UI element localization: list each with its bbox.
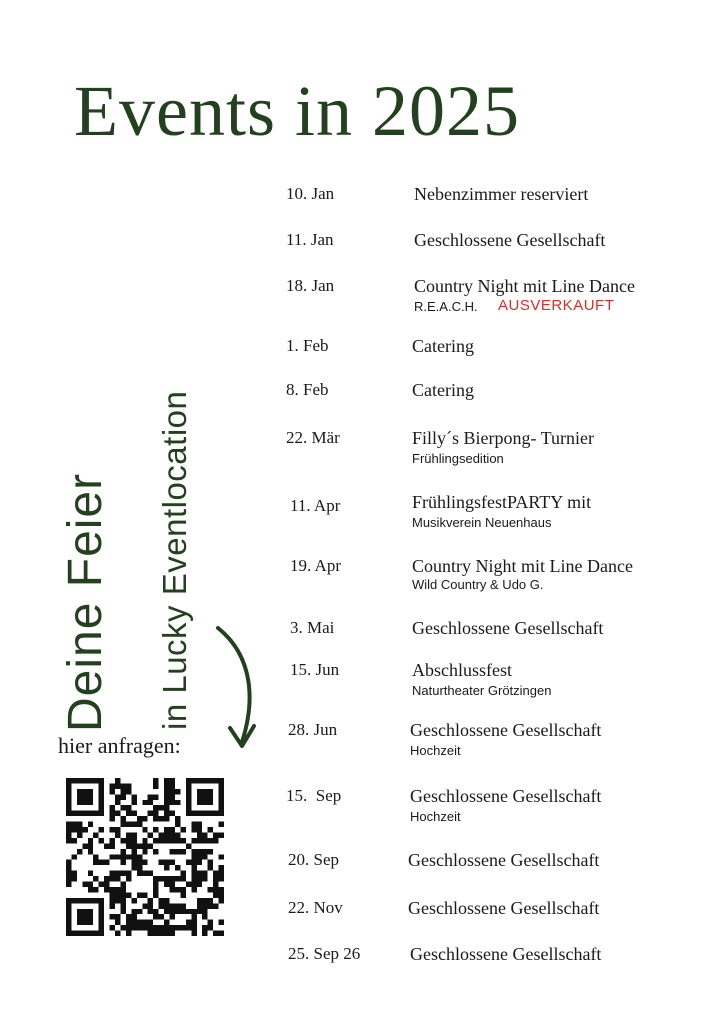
event-row: [286, 428, 706, 478]
event-subtitle: Hochzeit: [410, 809, 461, 824]
event-date: 15. Jun: [290, 660, 340, 679]
event-date: 28. Jun: [288, 720, 338, 739]
event-subtitle: Hochzeit: [410, 743, 461, 758]
event-row: [286, 660, 706, 710]
event-date: 10. Jan: [286, 184, 335, 203]
event-row: [286, 944, 706, 994]
event-name: Geschlossene Gesellschaft: [410, 786, 602, 806]
event-date: 15. Sep: [286, 786, 342, 805]
event-name: Country Night mit Line Dance: [412, 556, 633, 576]
event-row: [286, 276, 706, 326]
event-name: Abschlussfest: [412, 660, 512, 680]
event-name: Geschlossene Gesellschaft: [408, 850, 600, 870]
event-date: 1. Feb: [286, 336, 329, 355]
side-headline: Deine Feier: [59, 472, 112, 732]
curved-arrow-down-icon: [200, 622, 270, 766]
event-row: [286, 786, 706, 836]
event-row: [286, 556, 706, 606]
event-name: Country Night mit Line Dance: [414, 276, 635, 296]
event-name: Catering: [412, 336, 474, 356]
soldout-badge: AUSVERKAUFT: [498, 297, 615, 314]
event-date: 19. Apr: [290, 556, 341, 575]
event-date: 22. Nov: [288, 898, 343, 917]
event-name: Nebenzimmer reserviert: [414, 184, 589, 204]
event-row: [286, 492, 706, 542]
qr-code-icon[interactable]: [66, 778, 224, 936]
event-subtitle: Naturtheater Grötzingen: [412, 683, 552, 698]
event-name: Geschlossene Gesellschaft: [408, 898, 600, 918]
event-date: 18. Jan: [286, 276, 335, 295]
event-row: [286, 336, 706, 386]
event-date: 11. Jan: [286, 230, 334, 249]
event-subtitle: Frühlingsedition: [412, 451, 504, 466]
event-date: 25. Sep 26: [288, 944, 361, 963]
side-subheadline: in Lucky Eventlocation: [156, 390, 193, 730]
inquiry-label: hier anfragen:: [58, 733, 181, 758]
event-date: 8. Feb: [286, 380, 329, 399]
event-row: [286, 898, 706, 948]
event-name: Geschlossene Gesellschaft: [410, 944, 602, 964]
event-subtitle: R.E.A.C.H.: [414, 299, 478, 314]
event-name: Geschlossene Gesellschaft: [412, 618, 604, 638]
event-subtitle: Wild Country & Udo G.: [412, 577, 544, 592]
event-row: [286, 230, 706, 280]
event-date: 20. Sep: [288, 850, 339, 869]
event-row: [286, 184, 706, 234]
page-title: Events in 2025: [74, 71, 520, 151]
event-name: Filly´s Bierpong- Turnier: [412, 428, 595, 448]
event-row: [286, 720, 706, 770]
event-date: 3. Mai: [290, 618, 335, 637]
event-name: Geschlossene Gesellschaft: [410, 720, 602, 740]
event-row: [286, 850, 706, 900]
event-name: Catering: [412, 380, 474, 400]
event-subtitle: Musikverein Neuenhaus: [412, 515, 552, 530]
event-row: [286, 380, 706, 430]
event-date: 22. Mär: [286, 428, 340, 447]
event-name: FrühlingsfestPARTY mit: [412, 492, 592, 512]
event-name: Geschlossene Gesellschaft: [414, 230, 606, 250]
event-date: 11. Apr: [290, 496, 341, 515]
